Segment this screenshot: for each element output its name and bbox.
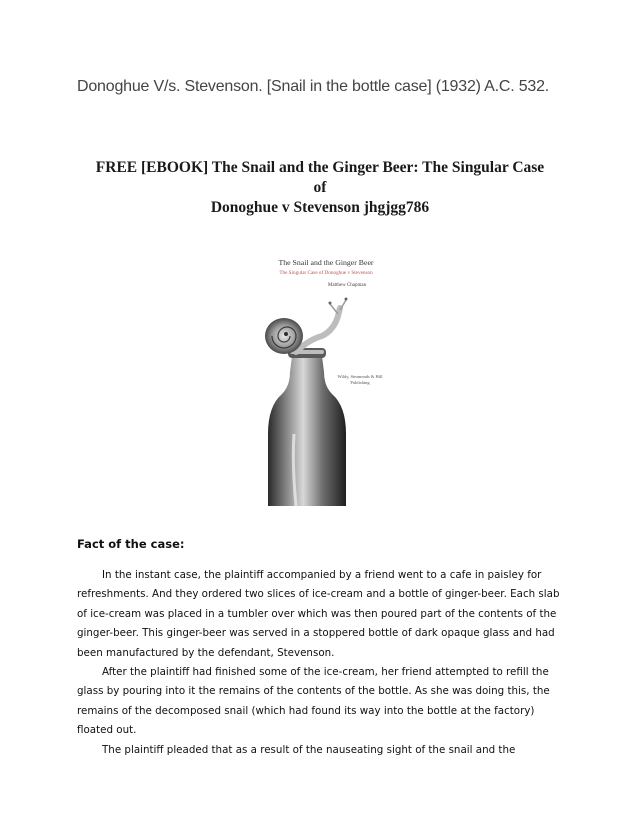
cover-publisher-line-2: Publishing [350, 380, 370, 385]
cover-publisher-line-1: Wildy, Simmonds & Hill [337, 374, 383, 379]
cover-subtitle: The Singular Case of Donoghue v Stevenson [279, 270, 373, 276]
ebook-title [90, 158, 550, 218]
cover-title: The Snail and the Ginger Beer [278, 258, 374, 267]
ebook-title-line-2: Donoghue v Stevenson jhgjgg786 [210, 199, 430, 216]
book-cover-image [242, 244, 400, 506]
cover-publisher [330, 374, 390, 386]
paragraph: The plaintiff pleaded that as a result of the nauseating sight of the snail and the [102, 743, 516, 756]
cover-author: Matthew Chapman [327, 283, 367, 288]
paragraph: After the plaintiff had finished some of the ice-cream, her friend attempted to refill the glass by pouring into it the remains of the contents of the bottle. As she was doing this, the remains of the decomposed snail (which had found its way into the bottle at the factory) floated out. [77, 666, 550, 737]
paragraph: In the instant case, the plaintiff accompanied by a friend went to a cafe in paisley for refreshments. And they ordered two slices of ice-cream and a bottle of ginger-beer. Each slab of ice-cream was placed in a tumbler over which was then poured part of the contents of the ginger-beer. This ginger-beer was served in a stoppered bottle of dark opaque glass and had been manufactured by the defendant, Stevenson. [77, 569, 560, 659]
ebook-title-line-1: FREE [EBOOK] The Snail and the Ginger Beer: The Singular Case of [95, 159, 545, 196]
document-heading: Donoghue V/s. Stevenson. [Snail in the bottle case] (1932) A.C. 532. [77, 78, 550, 95]
section-label-facts: Fact of the case: [77, 537, 185, 551]
facts-body [77, 566, 567, 760]
